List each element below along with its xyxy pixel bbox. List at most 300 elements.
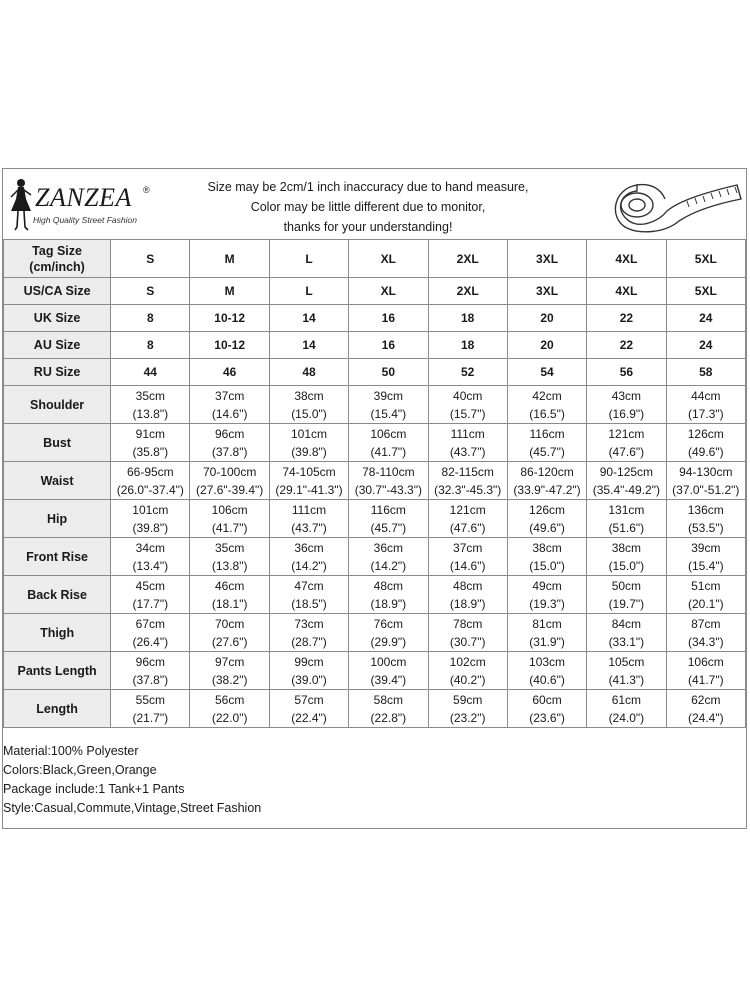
cm-value: 101cm: [290, 426, 328, 441]
measure-cell: [666, 652, 745, 690]
measure-cell: [190, 690, 269, 728]
cm-value: 81cm: [532, 616, 562, 631]
inch-value: (15.0"): [529, 558, 565, 573]
inch-value: (35.4"-49.2"): [592, 482, 660, 497]
inch-value: (47.6"): [608, 444, 645, 459]
measure-cell: [666, 614, 745, 652]
row-label: Length: [4, 690, 111, 728]
inch-value: (30.7"-43.3"): [354, 482, 422, 497]
measure-cell: [269, 652, 348, 690]
size-cell: 54: [507, 359, 586, 386]
cm-value: 90-125cm: [599, 464, 654, 479]
size-cell: 48: [269, 359, 348, 386]
notice-line: Color may be little different due to monitor,: [250, 200, 486, 214]
measure-cell: [111, 614, 190, 652]
size-cell: 2XL: [428, 278, 507, 305]
inch-value: (34.3"): [687, 634, 724, 649]
cm-value: 58cm: [373, 692, 404, 707]
measure-cell: [111, 424, 190, 462]
cm-value: 38cm: [532, 540, 562, 555]
measure-cell: [666, 462, 745, 500]
size-cell: 10-12: [190, 332, 269, 359]
cm-value: 39cm: [691, 540, 721, 555]
inch-value: (37.8"): [132, 672, 169, 687]
notice-line: Size may be 2cm/1 inch inaccuracy due to hand measure,: [207, 180, 529, 194]
measure-cell: [111, 652, 190, 690]
cm-value: 40cm: [453, 388, 483, 403]
cm-value: 48cm: [453, 578, 483, 593]
size-cell: 5XL: [666, 278, 745, 305]
inch-value: (45.7"): [529, 444, 565, 459]
row-label: Tag Size (cm/inch): [4, 240, 111, 278]
inch-value: (43.7"): [449, 444, 486, 459]
inch-value: (27.6"-39.4"): [196, 482, 264, 497]
size-cell: 16: [349, 305, 428, 332]
measure-cell: [190, 614, 269, 652]
size-cell: 52: [428, 359, 507, 386]
measure-cell: [190, 462, 269, 500]
cm-value: 37cm: [214, 388, 245, 403]
cm-value: 103cm: [529, 654, 566, 669]
inch-value: (19.3"): [529, 596, 565, 611]
row-label: Hip: [4, 500, 111, 538]
size-cell: 8: [111, 305, 190, 332]
cm-value: 78-110cm: [362, 464, 415, 479]
measure-row: [4, 462, 746, 500]
row-label: Thigh: [4, 614, 111, 652]
size-cell: 44: [111, 359, 190, 386]
size-cell: S: [111, 278, 190, 305]
size-row: [4, 240, 746, 278]
size-cell: XL: [349, 240, 428, 278]
size-cell: 20: [507, 305, 586, 332]
measure-cell: [587, 576, 666, 614]
measure-row: [4, 690, 746, 728]
measure-cell: [428, 424, 507, 462]
inch-value: (32.3"-45.3"): [434, 482, 502, 497]
cm-value: 91cm: [135, 426, 165, 441]
size-cell: L: [269, 278, 348, 305]
measure-cell: [349, 652, 428, 690]
row-label: UK Size: [4, 305, 111, 332]
inch-value: (18.9"): [370, 596, 407, 611]
cm-value: 66-95cm: [126, 464, 174, 479]
cm-value: 73cm: [294, 616, 324, 631]
note-colors: Colors:Black,Green,Orange: [3, 763, 157, 777]
cm-value: 44cm: [691, 388, 721, 403]
cm-value: 131cm: [608, 502, 645, 517]
inch-value: (51.6"): [608, 520, 645, 535]
inch-value: (18.9"): [449, 596, 486, 611]
measure-cell: [587, 462, 666, 500]
inch-value: (18.1"): [211, 596, 248, 611]
measure-cell: [507, 424, 586, 462]
measure-cell: [666, 690, 745, 728]
size-cell: 14: [269, 305, 348, 332]
cm-value: 62cm: [691, 692, 721, 707]
measure-cell: [190, 424, 269, 462]
inch-value: (15.4"): [370, 406, 407, 421]
cm-value: 121cm: [449, 502, 486, 517]
size-row: [4, 359, 746, 386]
inch-value: (33.1"): [608, 634, 645, 649]
cm-value: 37cm: [453, 540, 483, 555]
inch-value: (41.3"): [608, 672, 645, 687]
brand-name: ZANZEA: [35, 183, 132, 212]
cm-value: 97cm: [214, 654, 245, 669]
measure-row: [4, 500, 746, 538]
measure-cell: [587, 386, 666, 424]
notice-line: thanks for your understanding!: [283, 220, 453, 234]
inch-value: (23.6"): [529, 710, 565, 725]
row-label: Back Rise: [4, 576, 111, 614]
cm-value: 60cm: [532, 692, 562, 707]
cm-value: 34cm: [135, 540, 165, 555]
measure-cell: [111, 386, 190, 424]
inch-value: (24.0"): [608, 710, 645, 725]
measure-cell: [269, 690, 348, 728]
cm-value: 36cm: [373, 540, 404, 555]
cm-value: 74-105cm: [282, 464, 336, 479]
measure-cell: [507, 576, 586, 614]
cm-value: 116cm: [529, 426, 565, 441]
cm-value: 55cm: [135, 692, 165, 707]
measure-cell: [349, 690, 428, 728]
size-cell: 18: [428, 332, 507, 359]
inch-value: (41.7"): [370, 444, 407, 459]
size-cell: S: [111, 240, 190, 278]
cm-value: 57cm: [294, 692, 324, 707]
measure-cell: [349, 462, 428, 500]
inch-value: (15.7"): [449, 406, 486, 421]
inch-value: (49.6"): [529, 520, 565, 535]
inch-value: (29.9"): [370, 634, 407, 649]
measure-cell: [111, 500, 190, 538]
size-cell: M: [190, 240, 269, 278]
measure-cell: [507, 690, 586, 728]
chart-header: [3, 169, 746, 240]
cm-value: 99cm: [294, 654, 324, 669]
measure-cell: [507, 538, 586, 576]
row-label: Shoulder: [4, 386, 111, 424]
size-cell: 20: [507, 332, 586, 359]
inch-value: (17.3"): [687, 406, 724, 421]
inch-value: (14.2"): [370, 558, 407, 573]
cm-value: 38cm: [611, 540, 642, 555]
measure-cell: [269, 538, 348, 576]
measure-row: [4, 538, 746, 576]
cm-value: 106cm: [687, 654, 724, 669]
size-cell: 16: [349, 332, 428, 359]
cm-value: 51cm: [691, 578, 721, 593]
inch-value: (47.6"): [449, 520, 486, 535]
measure-cell: [666, 386, 745, 424]
measurement-notice: [183, 177, 553, 237]
inch-value: (26.4"): [132, 634, 169, 649]
cm-value: 70-100cm: [202, 464, 257, 479]
size-cell: 8: [111, 332, 190, 359]
inch-value: (14.6"): [449, 558, 486, 573]
cm-value: 106cm: [370, 426, 407, 441]
size-cell: 3XL: [507, 240, 586, 278]
cm-value: 35cm: [135, 388, 165, 403]
size-cell: 5XL: [666, 240, 745, 278]
measuring-tape-icon: [607, 171, 743, 237]
size-cell: 2XL: [428, 240, 507, 278]
measure-cell: [587, 500, 666, 538]
product-notes: [3, 742, 261, 818]
inch-value: (30.7"): [449, 634, 486, 649]
measure-cell: [269, 424, 348, 462]
cm-value: 42cm: [532, 388, 562, 403]
cm-value: 38cm: [294, 388, 324, 403]
inch-value: (16.5"): [529, 406, 565, 421]
size-row: [4, 278, 746, 305]
measure-cell: [269, 614, 348, 652]
measure-cell: [111, 576, 190, 614]
size-cell: M: [190, 278, 269, 305]
measure-cell: [269, 500, 348, 538]
cm-value: 47cm: [294, 578, 324, 593]
inch-value: (18.5"): [291, 596, 327, 611]
measure-cell: [428, 538, 507, 576]
inch-value: (41.7"): [687, 672, 724, 687]
inch-value: (28.7"): [291, 634, 327, 649]
cm-value: 61cm: [611, 692, 642, 707]
size-cell: 24: [666, 332, 745, 359]
inch-value: (37.8"): [211, 444, 248, 459]
cm-value: 56cm: [214, 692, 245, 707]
size-cell: 50: [349, 359, 428, 386]
cm-value: 136cm: [687, 502, 724, 517]
cm-value: 76cm: [373, 616, 404, 631]
inch-value: (38.2"): [211, 672, 248, 687]
measure-cell: [587, 538, 666, 576]
inch-value: (23.2"): [449, 710, 486, 725]
cm-value: 84cm: [611, 616, 642, 631]
inch-value: (29.1"-41.3"): [275, 482, 343, 497]
measure-cell: [190, 538, 269, 576]
measure-cell: [349, 576, 428, 614]
measure-cell: [190, 652, 269, 690]
measure-cell: [349, 538, 428, 576]
measure-cell: [507, 652, 586, 690]
measure-cell: [428, 462, 507, 500]
cm-value: 35cm: [214, 540, 245, 555]
row-label: Bust: [4, 424, 111, 462]
cm-value: 105cm: [608, 654, 645, 669]
cm-value: 46cm: [214, 578, 245, 593]
measure-cell: [349, 614, 428, 652]
note-material: Material:100% Polyester: [3, 744, 139, 758]
measure-row: [4, 424, 746, 462]
inch-value: (26.0"-37.4"): [116, 482, 184, 497]
measure-cell: [111, 538, 190, 576]
measure-cell: [666, 424, 745, 462]
cm-value: 59cm: [453, 692, 483, 707]
cm-value: 50cm: [611, 578, 642, 593]
inch-value: (22.8"): [370, 710, 407, 725]
inch-value: (40.2"): [449, 672, 486, 687]
cm-value: 96cm: [135, 654, 165, 669]
measure-cell: [111, 462, 190, 500]
size-cell: 4XL: [587, 240, 666, 278]
size-cell: 3XL: [507, 278, 586, 305]
brand-tagline: High Quality Street Fashion: [33, 215, 137, 225]
inch-value: (43.7"): [291, 520, 327, 535]
size-cell: 10-12: [190, 305, 269, 332]
inch-value: (22.0"): [211, 710, 248, 725]
inch-value: (41.7"): [211, 520, 248, 535]
measure-cell: [269, 462, 348, 500]
cm-value: 86-120cm: [520, 464, 574, 479]
inch-value: (40.6"): [529, 672, 565, 687]
cm-value: 67cm: [135, 616, 165, 631]
brand-logo: [7, 175, 167, 233]
measure-cell: [507, 386, 586, 424]
size-table-body: [4, 240, 746, 728]
measure-cell: [111, 690, 190, 728]
inch-value: (39.0"): [291, 672, 327, 687]
inch-value: (15.4"): [687, 558, 724, 573]
cm-value: 36cm: [294, 540, 324, 555]
size-cell: 4XL: [587, 278, 666, 305]
cm-value: 49cm: [532, 578, 562, 593]
size-cell: 24: [666, 305, 745, 332]
measure-cell: [666, 538, 745, 576]
size-cell: 22: [587, 332, 666, 359]
measure-cell: [507, 500, 586, 538]
measure-cell: [587, 424, 666, 462]
row-label: Front Rise: [4, 538, 111, 576]
inch-value: (17.7"): [132, 596, 169, 611]
cm-value: 87cm: [691, 616, 721, 631]
measure-cell: [428, 576, 507, 614]
cm-value: 121cm: [608, 426, 645, 441]
inch-value: (13.8"): [211, 558, 248, 573]
inch-value: (35.8"): [132, 444, 169, 459]
cm-value: 70cm: [214, 616, 245, 631]
row-label: RU Size: [4, 359, 111, 386]
measure-cell: [349, 424, 428, 462]
measure-cell: [349, 500, 428, 538]
row-label: Pants Length: [4, 652, 111, 690]
cm-value: 94-130cm: [679, 464, 733, 479]
measure-row: [4, 576, 746, 614]
inch-value: (39.8"): [291, 444, 327, 459]
measure-row: [4, 652, 746, 690]
measure-row: [4, 614, 746, 652]
inch-value: (27.6"): [211, 634, 248, 649]
size-cell: 46: [190, 359, 269, 386]
inch-value: (39.4"): [370, 672, 407, 687]
measure-cell: [666, 576, 745, 614]
note-package: Package include:1 Tank+1 Pants: [3, 782, 185, 796]
cm-value: 45cm: [135, 578, 165, 593]
measure-cell: [349, 386, 428, 424]
measure-cell: [190, 386, 269, 424]
size-cell: 58: [666, 359, 745, 386]
cm-value: 101cm: [132, 502, 169, 517]
measure-cell: [269, 386, 348, 424]
cm-value: 96cm: [214, 426, 245, 441]
size-cell: XL: [349, 278, 428, 305]
inch-value: (45.7"): [370, 520, 407, 535]
inch-value: (21.7"): [132, 710, 169, 725]
measure-cell: [428, 386, 507, 424]
row-label: Waist: [4, 462, 111, 500]
cm-value: 111cm: [291, 502, 327, 517]
measure-cell: [428, 500, 507, 538]
cm-value: 100cm: [370, 654, 407, 669]
cm-value: 116cm: [370, 502, 406, 517]
inch-value: (15.0"): [291, 406, 327, 421]
size-table: [3, 239, 746, 728]
measure-cell: [190, 500, 269, 538]
inch-value: (13.4"): [132, 558, 169, 573]
inch-value: (39.8"): [132, 520, 169, 535]
note-style: Style:Casual,Commute,Vintage,Street Fashion: [3, 801, 262, 815]
cm-value: 39cm: [373, 388, 404, 403]
size-cell: 56: [587, 359, 666, 386]
cm-value: 126cm: [529, 502, 566, 517]
cm-value: 126cm: [687, 426, 724, 441]
measure-cell: [190, 576, 269, 614]
cm-value: 48cm: [373, 578, 404, 593]
size-cell: 18: [428, 305, 507, 332]
measure-cell: [428, 652, 507, 690]
measure-cell: [269, 576, 348, 614]
inch-value: (53.5"): [687, 520, 724, 535]
inch-value: (33.9"-47.2"): [513, 482, 581, 497]
inch-value: (22.4"): [291, 710, 327, 725]
measure-cell: [587, 652, 666, 690]
measure-cell: [587, 614, 666, 652]
cm-value: 111cm: [450, 426, 485, 441]
inch-value: (13.8"): [132, 406, 169, 421]
inch-value: (14.2"): [291, 558, 327, 573]
inch-value: (49.6"): [687, 444, 724, 459]
measure-cell: [428, 690, 507, 728]
inch-value: (14.6"): [211, 406, 248, 421]
cm-value: 82-115cm: [441, 464, 494, 479]
measure-cell: [507, 614, 586, 652]
cm-value: 78cm: [453, 616, 483, 631]
cm-value: 43cm: [611, 388, 642, 403]
size-cell: 22: [587, 305, 666, 332]
size-cell: 14: [269, 332, 348, 359]
row-label: AU Size: [4, 332, 111, 359]
size-row: [4, 332, 746, 359]
inch-value: (37.0"-51.2"): [672, 482, 740, 497]
registered-mark: ®: [143, 185, 150, 195]
measure-cell: [428, 614, 507, 652]
inch-value: (15.0"): [608, 558, 645, 573]
inch-value: (24.4"): [687, 710, 724, 725]
measure-cell: [666, 500, 745, 538]
measure-cell: [587, 690, 666, 728]
inch-value: (20.1"): [687, 596, 724, 611]
size-chart-sheet: [2, 168, 747, 829]
inch-value: (19.7"): [608, 596, 645, 611]
size-row: [4, 305, 746, 332]
cm-value: 102cm: [449, 654, 486, 669]
measure-cell: [507, 462, 586, 500]
row-label: US/CA Size: [4, 278, 111, 305]
size-cell: L: [269, 240, 348, 278]
inch-value: (31.9"): [529, 634, 565, 649]
cm-value: 106cm: [211, 502, 248, 517]
